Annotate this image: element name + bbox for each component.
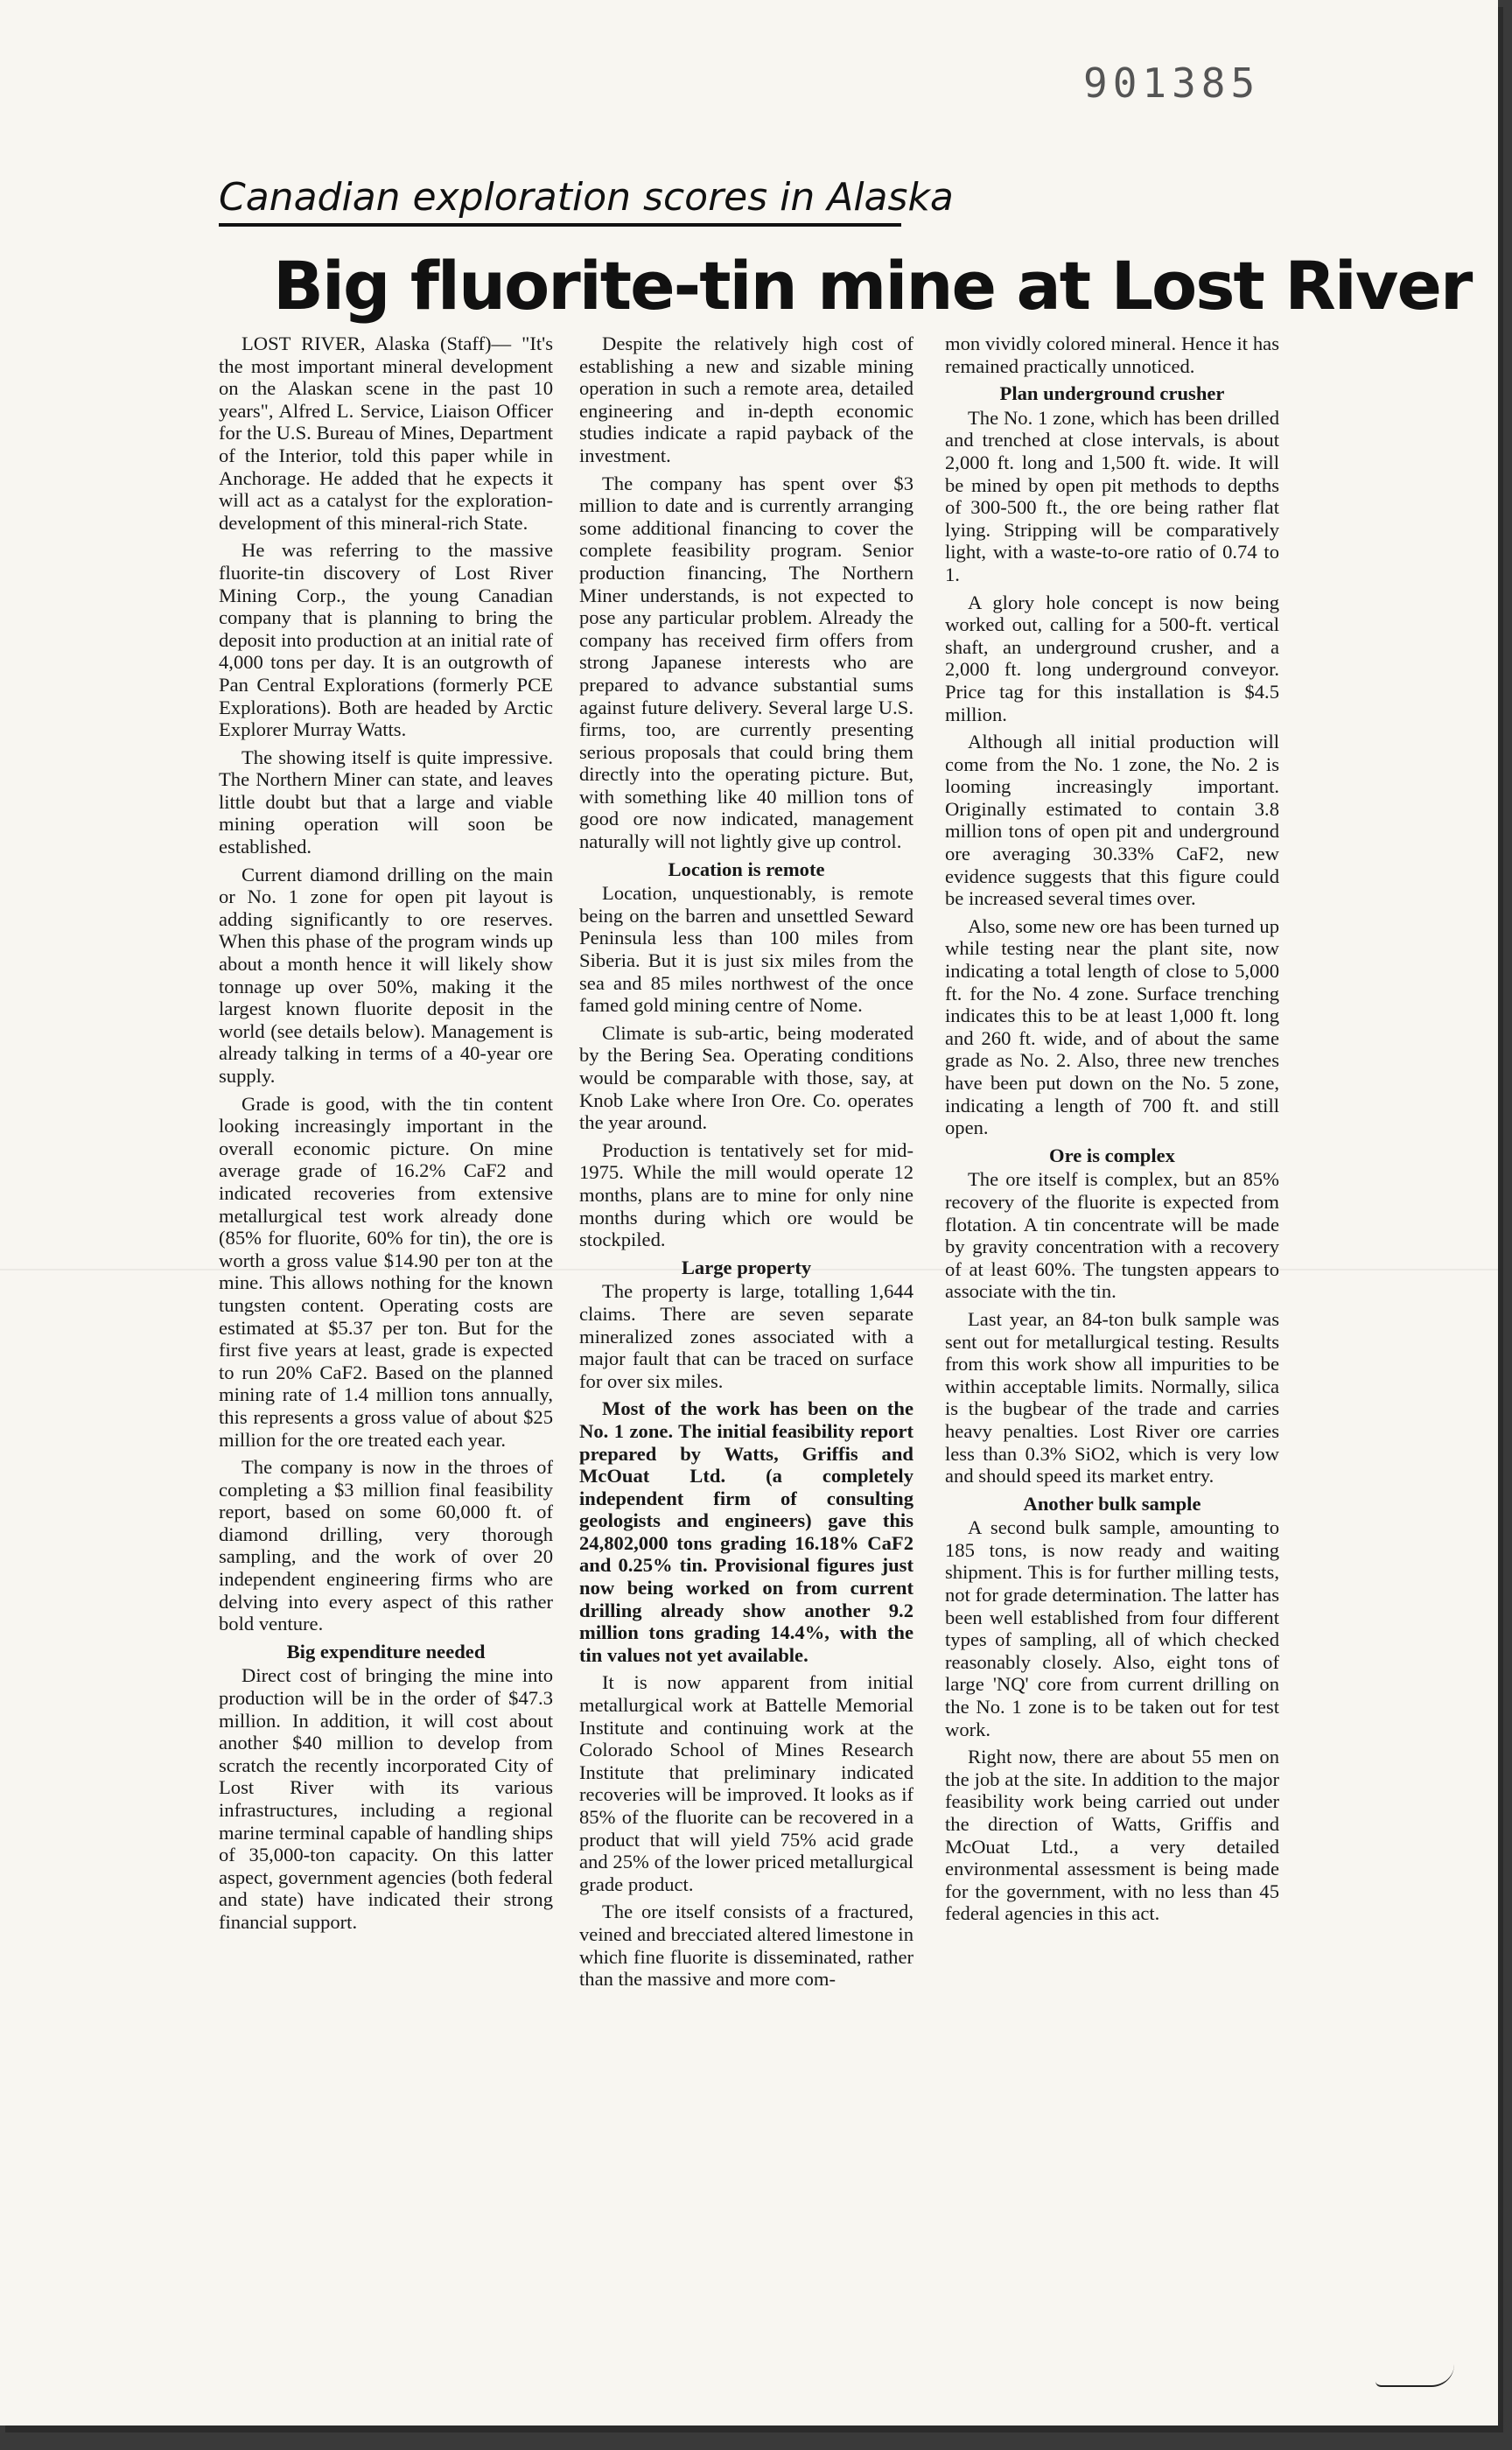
paragraph: Although all initial production will come from the No. 1 zone, the No. 2 is looming increasingly important. Originally estimated to contain 3.8 million tons of open pit and underground ore averaging 30.33% CaF2, new evidence suggests that this figure could be increased several times over. [945, 731, 1279, 910]
subheading: Location is remote [668, 858, 825, 880]
paragraph: The No. 1 zone, which has been drilled and trenched at close intervals, is about 2,000 ft. long and 1,500 ft. wide. It will be mined by open pit methods to depths of 300-500 ft., the ore being rather flat lying. Stripping will be comparatively light, with a waste-to-ore ratio of 0.74 to 1. [945, 406, 1279, 585]
paragraph: The ore itself consists of a fractured, veined and brecciated altered limestone in which fine fluorite is disseminated, rather than the massive and more com- [579, 1900, 914, 1991]
paragraph: Grade is good, with the tin content looking increasingly important in the overall economic picture. On mine average grade of 16.2% CaF2 and indicated recoveries from extensive metallurgical test work already done (85% for fluorite, 60% for tin), the ore is worth a gross value $14.90 per ton at the mine. This allows nothing for the known tungsten content. Operating costs are estimated at $5.37 per ton. But for the first five years at least, grade is expected to run 20% CaF2. Based on the planned mining rate of 1.4 million tons annually, this represents a gross value of about $25 million for the ore treated each year. [219, 1092, 553, 1451]
main-headline: Big fluorite-tin mine at Lost River [273, 247, 1472, 325]
subheading: Large property [681, 1256, 812, 1278]
paragraph: He was referring to the massive fluorite-tin discovery of Lost River Mining Corp., the young Canadian company that is planning to bring the deposit into production at an initial rate of 4,000 tons per day. It is an outgrowth of Pan Central Explorations (formerly PCE Explorations). Both are headed by Arctic Explorer Murray Watts. [219, 539, 553, 741]
subheading: Plan underground crusher [999, 382, 1225, 405]
paragraph: Despite the relatively high cost of establishing a new and sizable mining operation in such a remote area, detailed engineering and in-depth economic studies indicate a rapid payback of the investment. [579, 332, 914, 466]
paragraph: A glory hole concept is now being worked out, calling for a 500-ft. vertical shaft, an underground crusher, and a 2,000 ft. long underground conveyor. Price tag for this installation is $4.5 million. [945, 591, 1279, 725]
kicker-headline: Canadian exploration scores in Alaska [219, 175, 901, 227]
handwritten-initial-mark [1376, 2364, 1454, 2387]
paragraph: Last year, an 84-ton bulk sample was sent out for metallurgical testing. Results from this work show all impurities to be within acceptable limits. Normally, silica is the bugbear of the trade and carries heavy penalties. Lost River ore carries less than 0.3% SiO2, which is very low and should speed its market entry. [945, 1307, 1279, 1488]
article-column-2 [579, 332, 914, 1996]
paragraph: Direct cost of bringing the mine into production will be in the order of $47.3 million. In addition, it will cost about another $40 million to develop from scratch the recently incorporated City of Lost River with its various infrastructures, including a regional marine terminal capable of handling ships of 35,000-ton capacity. On this latter aspect, government agencies (both federal and state) have indicated their strong financial support. [219, 1664, 553, 1933]
paragraph: Right now, there are about 55 men on the job at the site. In addition to the major feasibility work being carried out under the direction of Watts, Griffis and McOuat Ltd., a very detailed environmental assessment is being made for the government, with no less than 45 federal agencies in this act. [945, 1746, 1279, 1925]
article-column-3 [945, 332, 1279, 1930]
article-column-1 [219, 332, 553, 1939]
paragraph: Production is tentatively set for mid-1975. While the mill would operate 12 months, plans are to mine for only nine months during which ore would be stockpiled. [579, 1138, 914, 1251]
paragraph: Most of the work has been on the No. 1 zone. The initial feasibility report prepared by Watts, Griffis and McOuat Ltd. (a completely independent firm of consulting geologists and engineers) gave this 24,802,000 tons grading 16.18% CaF2 and 0.25% tin. Provisional figures just now being worked on from current drilling already show another 9.2 million tons grading 14.4%, with the tin values not yet available. [579, 1397, 914, 1666]
paragraph: Also, some new ore has been turned up while testing near the plant site, now indicating a total length of close to 5,000 ft. for the No. 4 zone. Surface trenching indicates this to be at least 1,000 ft. long and 260 ft. wide, and of about the same grade as No. 2. Also, three new trenches have been put down on the No. 5 zone, indicating a length of 700 ft. and still open. [945, 914, 1279, 1139]
paragraph: The property is large, totalling 1,644 claims. There are seven separate mineralized zones associated with a major fault that can be traced on surface for over six miles. [579, 1280, 914, 1392]
subheading: Another bulk sample [1023, 1492, 1201, 1515]
paragraph: The showing itself is quite impressive. The Northern Miner can state, and leaves little doubt but that a large and viable mining operation will soon be established. [219, 746, 553, 858]
subheading: Ore is complex [1049, 1144, 1175, 1166]
paragraph: Current diamond drilling on the main or No. 1 zone for open pit layout is adding significantly to ore reserves. When this phase of the program winds up about a month hence it will likely show tonnage up over 50%, making it the largest known fluorite deposit in the world (see details below). Management is already talking in terms of a 40-year ore supply. [219, 863, 553, 1087]
subheading: Big expenditure needed [286, 1640, 486, 1662]
paragraph: Climate is sub-artic, being moderated by the Bering Sea. Operating conditions would be comparable with those, say, at Knob Lake where Iron Ore. Co. operates the year around. [579, 1021, 914, 1134]
paragraph: LOST RIVER, Alaska (Staff)— "It's the most important mineral development on the Alaskan scene in the past 10 years", Alfred L. Service, Liaison Officer for the U.S. Bureau of Mines, Department of the Interior, told this paper while in Anchorage. He added that he expects it will act as a catalyst for the exploration-development of this mineral-rich State. [219, 332, 553, 534]
paragraph: The ore itself is complex, but an 85% recovery of the fluorite is expected from flotation. A tin concentrate will be made by gravity concentration with a recovery of at least 60%. The tungsten appears to associate with the tin. [945, 1168, 1279, 1303]
paragraph: The company has spent over $3 million to date and is currently arranging some additional financing to cover the complete feasibility program. Senior production financing, The Northern Miner understands, is not expected to pose any particular problem. Already the company has received firm offers from strong Japanese interests who are prepared to advance substantial sums against future delivery. Several large U.S. firms, too, are currently presenting serious proposals that could bring them directly into the operating picture. But, with something like 40 million tons of good ore now indicated, management naturally will not lightly give up control. [579, 472, 914, 853]
paragraph: A second bulk sample, amounting to 185 tons, is now ready and waiting shipment. This is for further milling tests, not for grade determination. The latter has been well established from four different types of sampling, all of which checked reasonably closely. Also, eight tons of large 'NQ' core from current drilling on the No. 1 zone is to be taken out for test work. [945, 1516, 1279, 1740]
paragraph: mon vividly colored mineral. Hence it has remained practically unnoticed. [945, 332, 1279, 377]
paragraph: The company is now in the throes of completing a $3 million final feasibility report, based on some 60,000 ft. of diamond drilling, very thorough sampling, and the work of over 20 independent engineering firms who are delving into every aspect of this rather bold venture. [219, 1456, 553, 1635]
document-number-stamp: 901385 [1083, 60, 1261, 107]
paragraph: Location, unquestionably, is remote being on the barren and unsettled Seward Peninsula less than 100 miles from Siberia. But it is just six miles from the sea and 85 miles northwest of the once famed gold mining centre of Nome. [579, 882, 914, 1017]
paragraph: It is now apparent from initial metallurgical work at Battelle Memorial Institute and continuing work at the Colorado School of Mines Research Institute that preliminary indicated recoveries will be improved. It looks as if 85% of the fluorite can be recovered in a product that will yield 75% acid grade and 25% of the lower priced metallurgical grade product. [579, 1671, 914, 1895]
